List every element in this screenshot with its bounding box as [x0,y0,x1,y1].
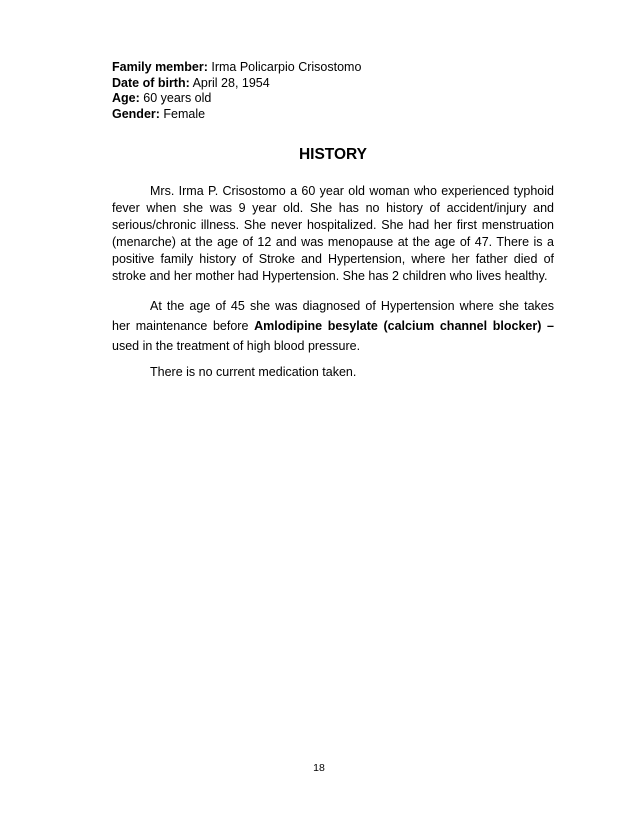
history-paragraph-3: There is no current medication taken. [150,365,357,379]
age-label: Age: [112,91,140,105]
family-member-label: Family member: [112,60,208,74]
date-of-birth-label: Date of birth: [112,75,190,90]
history-paragraph-1: Mrs. Irma P. Crisostomo a 60 year old woman who experienced typhoid fever when she was 9 year old. She has no history of accident/injury and serious/chronic illness. She never hospitalized. She had her first menstruation (menarche) at the age of 12 and was menopause at the age of 47. There is a positive family history of Stroke and Hypertension, where her father died of stroke and her mother had Hypertension. She has 2 children who lives healthy. [112,184,554,283]
medication-name: Amlodipine besylate (calcium channel blocker) – [254,319,554,333]
age-line [112,91,532,107]
date-of-birth-line [112,76,532,92]
patient-info [112,60,532,122]
family-member-line [112,60,532,76]
gender-line [112,107,532,123]
age-value: 60 years old [143,91,212,105]
section-heading: HISTORY [298,146,368,163]
page-number: 18 [313,762,325,774]
gender-label: Gender: [112,106,160,121]
gender-value: Female [163,106,206,121]
paragraph-2-text-start: At the age of 45 she was diagnosed of Hypertension where she takes her maintenance before [112,299,554,333]
date-of-birth-value: April 28, 1954 [192,75,270,90]
history-body [112,183,554,381]
family-member-value: Irma Policarpio Crisostomo [211,60,362,74]
history-paragraph-2 [112,296,554,356]
paragraph-2-text-end: used in the treatment of high blood pressure. [112,339,361,353]
